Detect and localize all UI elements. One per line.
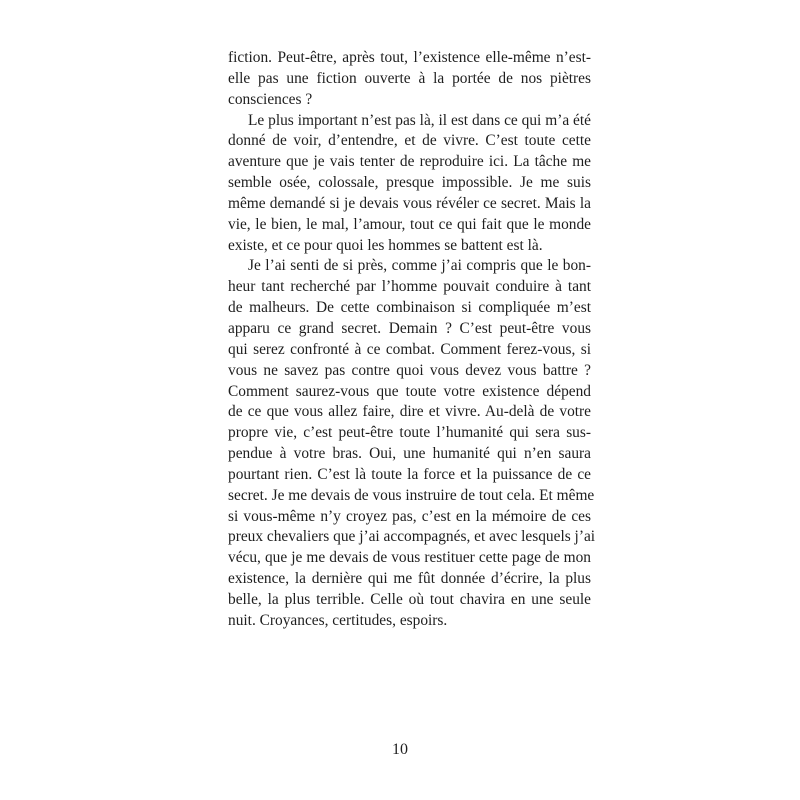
text-line: fiction. Peut-être, après tout, l’existence elle-même n’est-	[228, 49, 591, 66]
text-line: de ce que vous allez faire, dire et vivre. Au-delà de votre	[228, 403, 591, 421]
text-line: vous ne savez pas contre quoi vous devez vous battre ?	[228, 361, 591, 379]
text-line: qui serez confronté à ce combat. Comment ferez-vous, si	[228, 340, 591, 358]
text-line: Le plus important n’est pas là, il est dans ce qui m’a été	[248, 111, 591, 129]
text-line: vie, le bien, le mal, l’amour, tout ce qui fait que le monde	[228, 215, 591, 233]
text-line: nuit. Croyances, certitudes, espoirs.	[228, 611, 448, 629]
paragraph	[228, 256, 596, 631]
text-line: vécu, que je me devais de vous restituer cette page de mon	[228, 549, 591, 567]
page-number: 10	[392, 741, 408, 758]
text-line: Je l’ai senti de si près, comme j’ai compris que le bon-	[248, 257, 591, 275]
text-line: même demandé si je devais vous révéler ce secret. Mais la	[228, 194, 591, 212]
text-line: donné de voir, d’entendre, et de vivre. C’est toute cette	[228, 132, 591, 150]
text-line: de malheurs. De cette combinaison si compliquée m’est	[228, 299, 591, 317]
text-line: Comment saurez-vous que toute votre existence dépend	[228, 382, 591, 400]
text-line: pourtant rien. C’est là toute la force et la puissance de ce	[228, 465, 591, 483]
text-line: aventure que je vais tenter de reproduire ici. La tâche me	[228, 153, 591, 171]
text-line: secret. Je me devais de vous instruire de tout cela. Et même	[228, 486, 595, 504]
text-line: existe, et ce pour quoi les hommes se battent est là.	[228, 236, 543, 254]
text-line: propre vie, c’est peut-être toute l’humanité qui sera sus-	[228, 424, 591, 442]
text-line: semble osée, colossale, presque impossible. Je me suis	[228, 174, 591, 192]
text-line: pendue à votre bras. Oui, une humanité qui n’en saura	[228, 445, 591, 463]
text-line: elle pas une fiction ouverte à la portée de nos piètres	[228, 69, 591, 87]
text-line: belle, la plus terrible. Celle où tout chavira en une seule	[228, 590, 591, 608]
body-text	[228, 48, 596, 632]
text-line: si vous-même n’y croyez pas, c’est en la mémoire de ces	[228, 507, 591, 525]
text-line: consciences ?	[228, 90, 313, 108]
text-line: preux chevaliers que j’ai accompagnés, et avec lesquels j’ai	[228, 528, 596, 546]
text-line: existence, la dernière qui me fût donnée d’écrire, la plus	[228, 570, 591, 588]
paragraph	[228, 111, 591, 257]
paragraph	[228, 48, 591, 111]
text-line: heur tant recherché par l’homme pouvait conduire à tant	[228, 278, 591, 296]
text-line: apparu ce grand secret. Demain ? C’est peut-être vous	[228, 319, 591, 337]
